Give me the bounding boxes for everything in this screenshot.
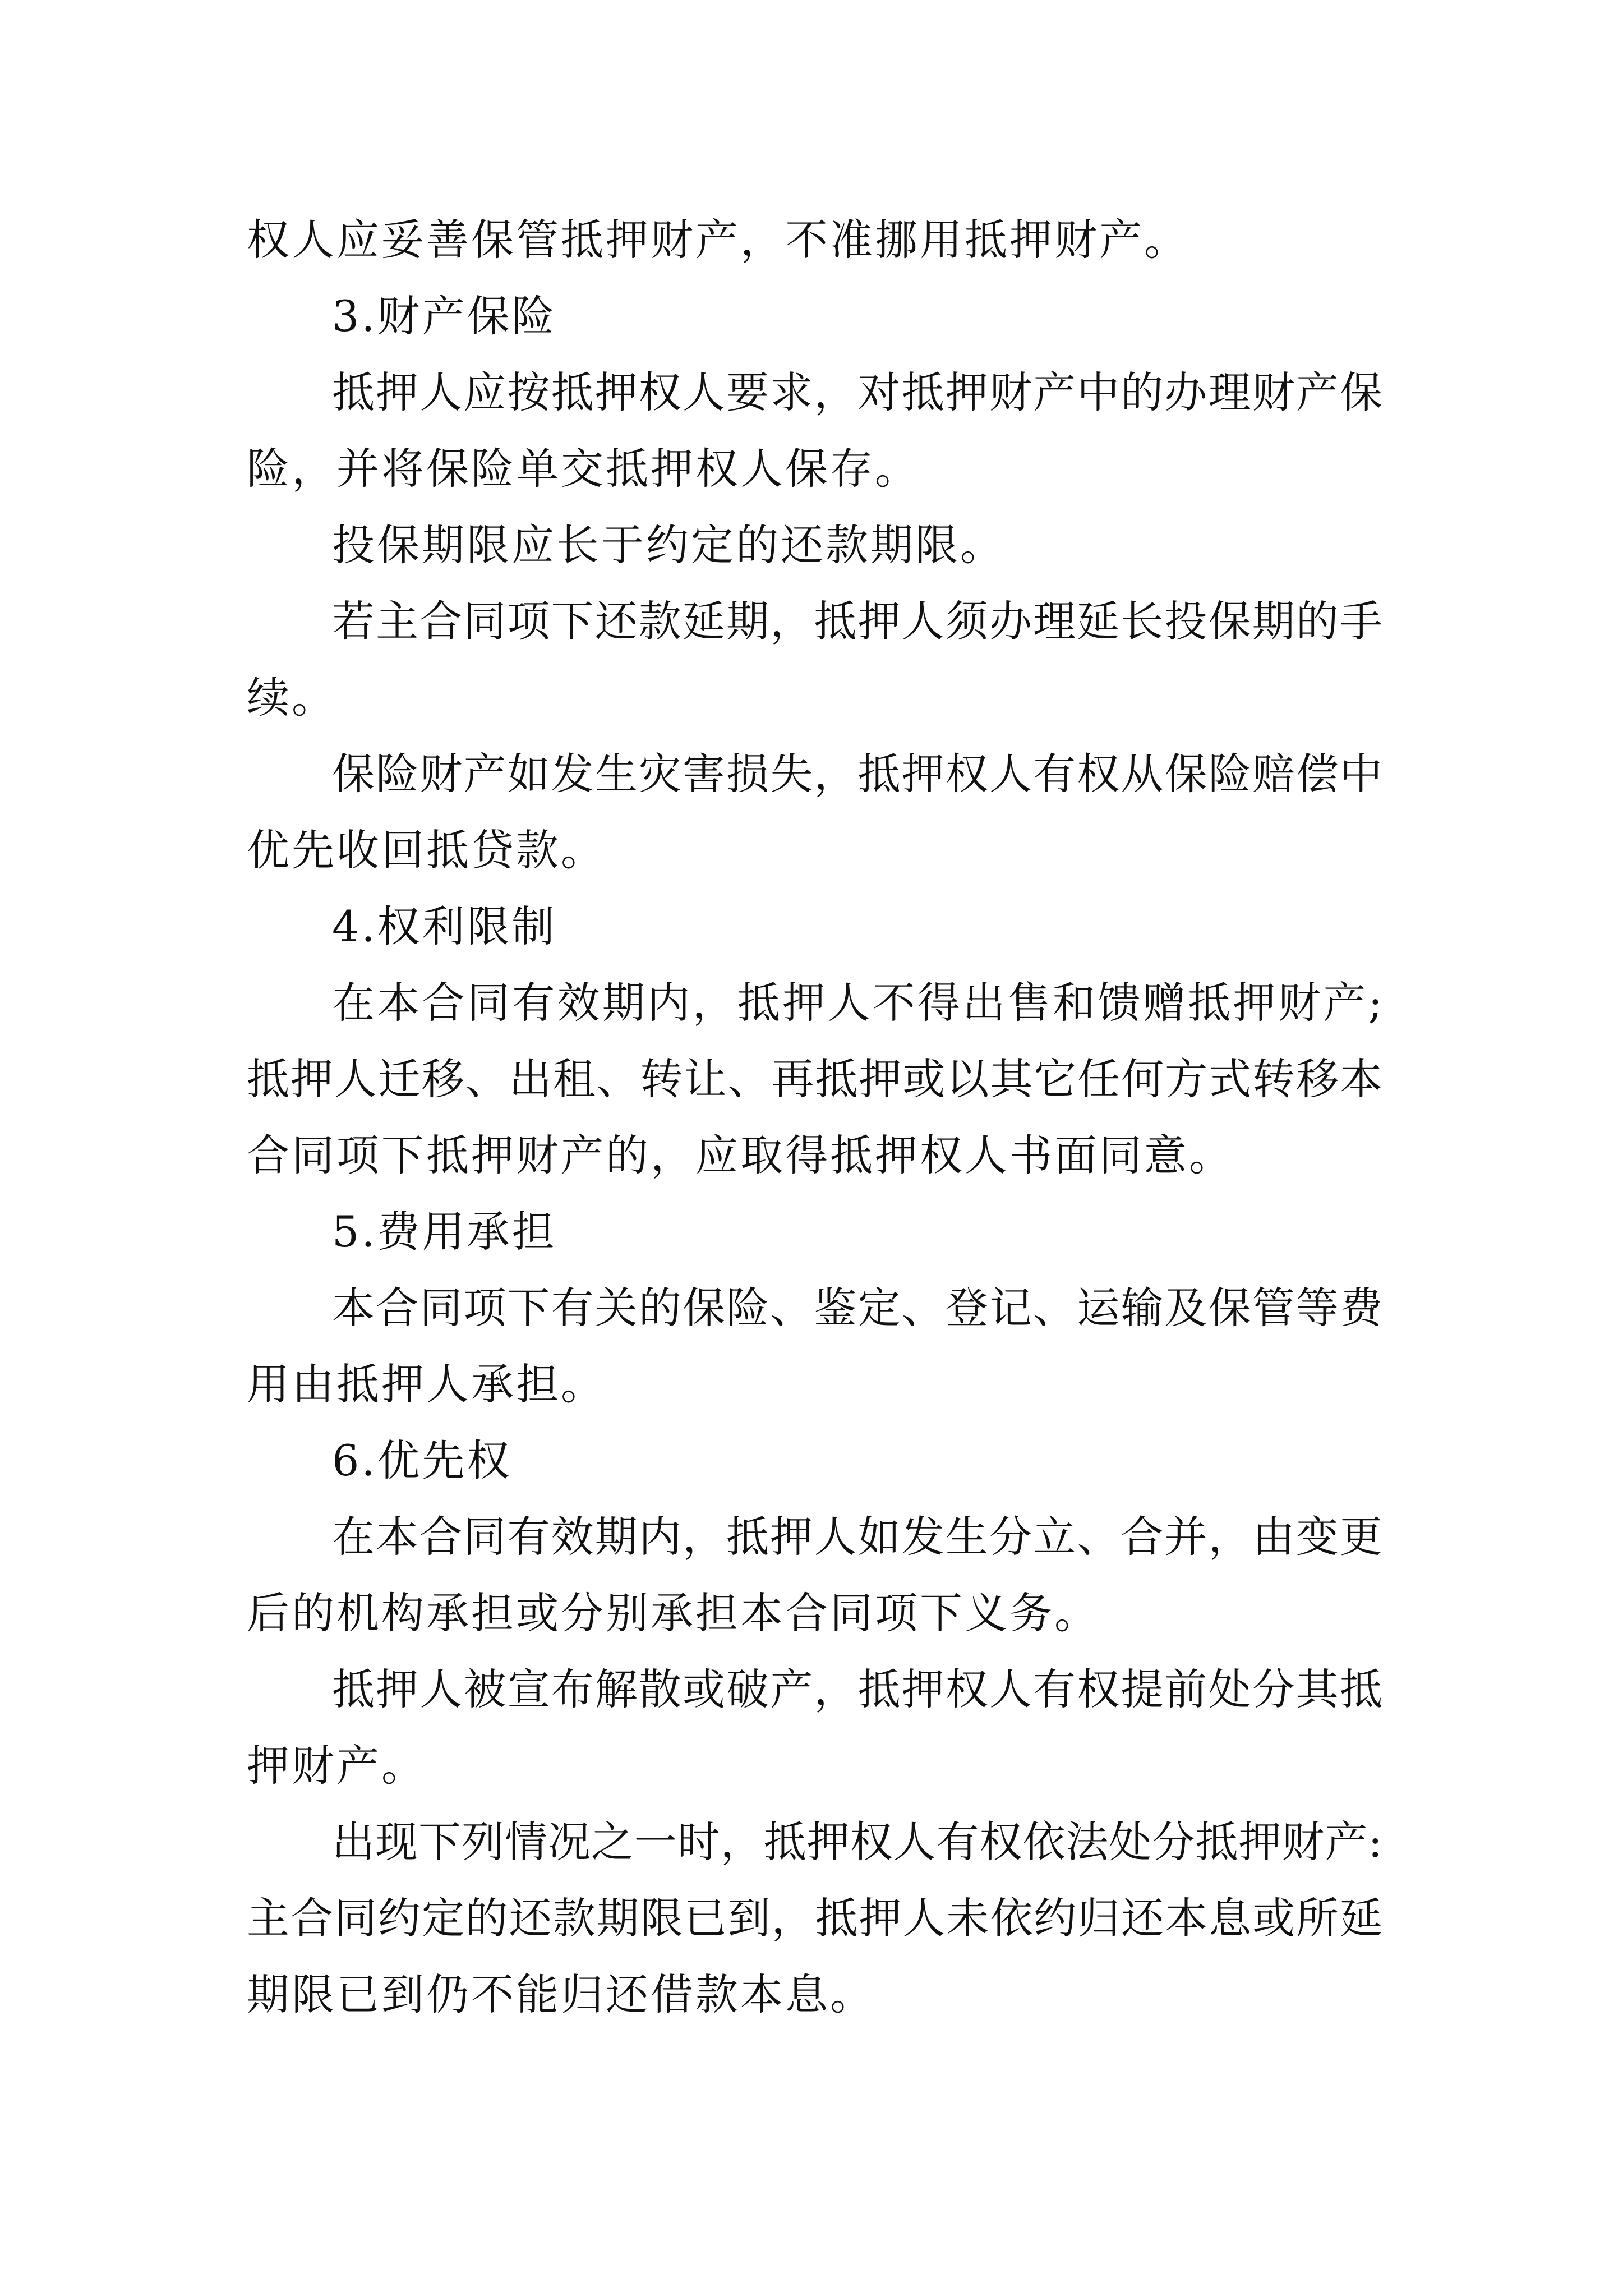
- text-line: 权人应妥善保管抵押财产，不准挪用抵押财产。: [247, 215, 1189, 265]
- text-line: 主合同约定的还款期限已到，抵押人未依约归还本息或所延: [247, 1893, 1382, 1943]
- text-line: 抵押人应按抵押权人要求，对抵押财产中的办理财产保: [332, 367, 1382, 417]
- section-heading: 4.权利限制: [332, 901, 557, 951]
- text-line: 出现下列情况之一时，抵押权人有权依法处分抵押财产:: [332, 1817, 1382, 1867]
- text-line: 险，并将保险单交抵押权人保存。: [247, 444, 920, 494]
- text-line: 若主合同项下还款延期，抵押人须办理延长投保期的手: [332, 596, 1382, 646]
- text-line: 续。: [247, 673, 336, 723]
- text-line: 抵押人迁移、出租、转让、再抵押或以其它任何方式转移本: [247, 1054, 1382, 1104]
- text-line: 优先收回抵贷款。: [247, 825, 606, 875]
- document-body: [247, 202, 1382, 2033]
- text-line: 在本合同有效期内，抵押人不得出售和馈赠抵押财产;: [332, 978, 1382, 1028]
- text-line: 抵押人被宣布解散或破产，抵押权人有权提前处分其抵: [332, 1664, 1382, 1714]
- text-line: 本合同项下有关的保险、鉴定、登记、运输及保管等费: [332, 1283, 1382, 1333]
- section-heading: 6.优先权: [332, 1435, 512, 1485]
- text-line: 用由抵押人承担。: [247, 1359, 606, 1409]
- text-line: 后的机构承担或分别承担本合同项下义务。: [247, 1588, 1099, 1638]
- text-line: 保险财产如发生灾害损失，抵押权人有权从保险赔偿中: [332, 749, 1382, 799]
- text-line: 在本合同有效期内，抵押人如发生分立、合并，由变更: [332, 1512, 1382, 1562]
- section-heading: 5.费用承担: [332, 1207, 557, 1257]
- section-heading: 3.财产保险: [332, 291, 557, 341]
- text-line: 合同项下抵押财产的，应取得抵押权人书面同意。: [247, 1130, 1234, 1180]
- text-line: 押财产。: [247, 1741, 426, 1791]
- text-line: 期限已到仍不能归还借款本息。: [247, 1970, 875, 2019]
- text-line: 投保期限应长于约定的还款期限。: [332, 520, 1005, 570]
